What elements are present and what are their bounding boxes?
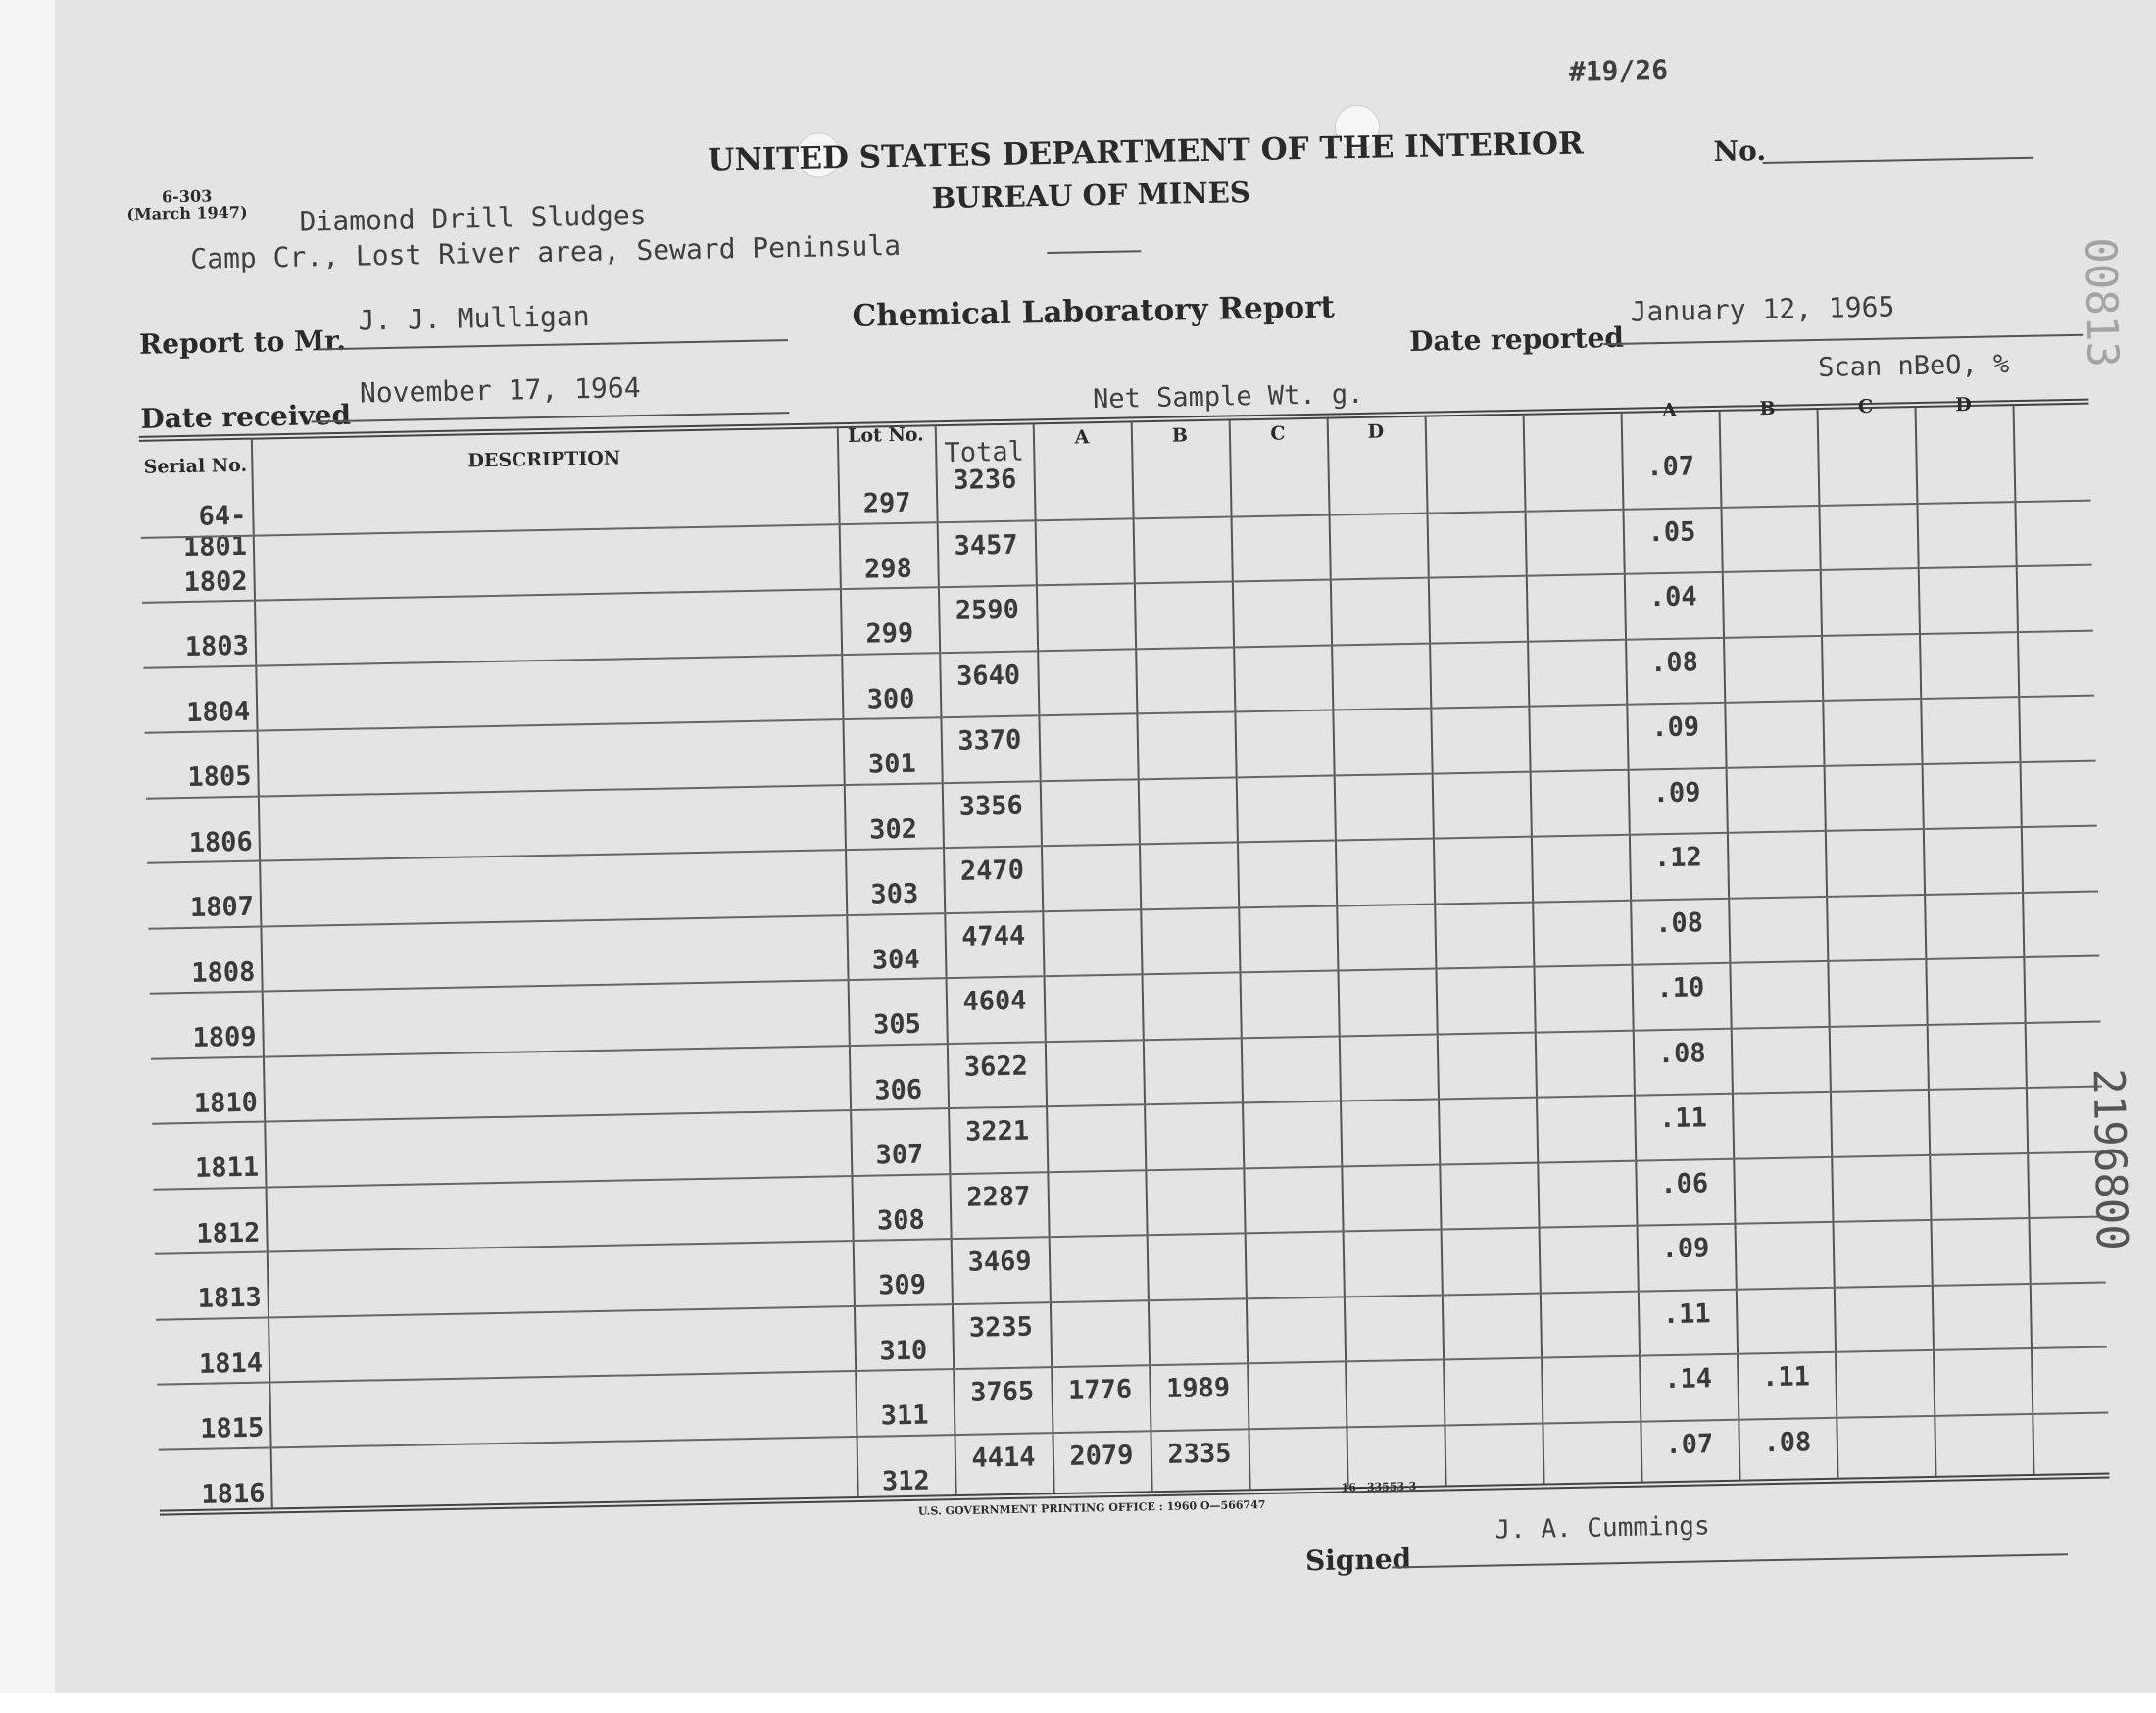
- cell-serial: 1808: [190, 956, 256, 989]
- cell-scan-b: [1728, 905, 1826, 906]
- cell-serial: 1813: [197, 1282, 262, 1314]
- cell-net-b: [1148, 1307, 1246, 1309]
- cell-serial: 1814: [198, 1347, 264, 1380]
- cell-net-a: [1046, 1113, 1144, 1115]
- cell-lot: 297: [862, 487, 911, 519]
- report-to-value: J. J. Mulligan: [358, 300, 590, 337]
- printer-code: 16—33553-3: [1341, 1480, 1417, 1494]
- header-scan-b: B: [1759, 397, 1776, 420]
- cell-lot: 309: [877, 1269, 927, 1301]
- cell-scan-a: .05: [1647, 515, 1696, 548]
- date-reported-label: Date reported: [1408, 320, 1625, 358]
- cell-lot: 307: [875, 1139, 924, 1171]
- cell-net-b: [1140, 916, 1238, 918]
- row-rule: [148, 890, 2098, 929]
- cell-scan-b: [1731, 1035, 1829, 1037]
- cell-total: 3457: [954, 529, 1018, 562]
- cell-net-b: [1137, 720, 1235, 722]
- header-net-d: D: [1367, 420, 1385, 443]
- cell-total: 3765: [969, 1376, 1035, 1408]
- cell-scan-a: .07: [1665, 1428, 1714, 1460]
- cell-lot: 305: [872, 1008, 922, 1041]
- cell-net-b: [1146, 1177, 1244, 1179]
- cell-net-a: [1037, 658, 1135, 660]
- cell-net-a: [1036, 592, 1134, 594]
- cell-total: 3370: [957, 724, 1022, 757]
- cell-net-a: [1050, 1309, 1148, 1311]
- cell-scan-a: .08: [1649, 646, 1699, 678]
- cell-scan-a: .08: [1654, 906, 1704, 939]
- cell-total: 3235: [968, 1311, 1034, 1344]
- cell-serial: 1815: [199, 1412, 265, 1444]
- cell-net-a: [1045, 1049, 1143, 1051]
- cell-scan-b: .11: [1761, 1361, 1811, 1394]
- cell-total: 2287: [966, 1181, 1031, 1213]
- bureau-title: BUREAU OF MINES: [931, 175, 1251, 216]
- cell-lot: 300: [866, 683, 915, 715]
- cell-scan-a: .09: [1661, 1233, 1710, 1265]
- cell-serial: 1804: [185, 696, 251, 728]
- row-rule: [150, 955, 2100, 995]
- cell-lot: 299: [865, 617, 914, 650]
- cell-net-a: [1033, 462, 1131, 464]
- agency-title: UNITED STATES DEPARTMENT OF THE INTERIOR: [708, 125, 1585, 178]
- report-to-label: Report to Mr.: [138, 323, 347, 361]
- header-net-sample: Net Sample Wt. g.: [1092, 378, 1364, 416]
- cell-scan-b: [1719, 449, 1817, 451]
- cell-scan-a: .11: [1658, 1102, 1708, 1135]
- row-rule: [155, 1215, 2105, 1254]
- cell-net-b: [1143, 1047, 1241, 1049]
- cell-net-b: [1131, 460, 1229, 462]
- cell-net-b: [1135, 656, 1233, 658]
- cell-net-b: [1147, 1242, 1245, 1244]
- number-label: No.: [1713, 133, 1767, 168]
- cell-lot: 308: [876, 1204, 925, 1237]
- cell-scan-b: [1732, 1101, 1830, 1102]
- cell-serial: 1807: [189, 891, 255, 923]
- row-rule: [145, 695, 2095, 734]
- form-date: (March 1947): [126, 202, 248, 224]
- header-serial: Serial No.: [143, 454, 248, 478]
- cell-scan-a: .04: [1648, 581, 1697, 613]
- cell-total: 3356: [958, 790, 1023, 822]
- row-rule: [154, 1150, 2104, 1190]
- row-rule: [156, 1281, 2106, 1320]
- date-reported-value: January 12, 1965: [1630, 290, 1895, 328]
- cell-serial: 1816: [201, 1478, 266, 1510]
- report-sheet: [39, 0, 2156, 1713]
- cell-scan-b: [1730, 970, 1828, 972]
- cell-lot: 301: [867, 748, 917, 780]
- cell-net-a: [1035, 527, 1133, 529]
- report-title: Chemical Laboratory Report: [852, 289, 1336, 334]
- subject-line-2: Camp Cr., Lost River area, Seward Peninsula: [189, 228, 902, 275]
- cell-net-b: [1139, 851, 1237, 853]
- cell-lot: 312: [881, 1465, 931, 1496]
- row-rule: [152, 1086, 2102, 1125]
- cell-serial: 1812: [196, 1217, 261, 1249]
- cell-net-b: [1134, 590, 1232, 592]
- stamp-number-bottom: 2196800: [2082, 1067, 2137, 1251]
- cell-net-a: [1040, 788, 1138, 790]
- cell-scan-b: [1724, 710, 1822, 711]
- form-id-block: [126, 187, 248, 222]
- cell-total: 3469: [967, 1246, 1032, 1278]
- cell-scan-b: [1726, 774, 1824, 776]
- stamp-number-top: 00813: [2075, 236, 2128, 368]
- title-rule: [1047, 250, 1141, 254]
- cell-net-a: [1041, 853, 1139, 855]
- cell-net-b: [1133, 525, 1231, 527]
- cell-lot: 304: [871, 944, 920, 976]
- report-to-line: [318, 339, 788, 350]
- cell-scan-a: .08: [1657, 1037, 1706, 1069]
- cell-scan-a: .09: [1652, 776, 1701, 808]
- cell-total: 3640: [956, 660, 1021, 692]
- cell-serial: 1803: [184, 630, 250, 662]
- cell-scan-b: [1723, 644, 1821, 646]
- cell-scan-b: .08: [1763, 1426, 1812, 1458]
- printer-line: U.S. GOVERNMENT PRINTING OFFICE : 1960 O—566747: [917, 1497, 1266, 1518]
- cell-total: 3221: [964, 1115, 1030, 1148]
- cell-scan-b: [1722, 579, 1820, 581]
- cell-serial: 1810: [193, 1087, 259, 1119]
- cell-lot: 306: [874, 1074, 923, 1106]
- header-net-b: B: [1171, 424, 1189, 447]
- cell-net-b: 2335: [1167, 1438, 1232, 1470]
- signed-label: Signed: [1304, 1542, 1412, 1578]
- row-rule: [142, 564, 2092, 604]
- document-number: #19/26: [1568, 53, 1669, 88]
- cell-serial: 1806: [188, 826, 254, 858]
- row-rule: [147, 825, 2097, 864]
- number-line: [1763, 157, 2034, 164]
- header-net-c: C: [1270, 422, 1286, 445]
- cell-lot: 298: [863, 553, 913, 585]
- header-scan-a: A: [1661, 399, 1678, 422]
- date-received-value: November 17, 1964: [359, 371, 641, 410]
- cell-scan-a: .11: [1662, 1297, 1711, 1330]
- row-rule: [146, 759, 2096, 799]
- row-rule: [151, 1020, 2101, 1059]
- cell-net-a: [1042, 918, 1140, 920]
- header-scan-d: D: [1955, 393, 1972, 416]
- cell-net-a: 1776: [1067, 1374, 1133, 1406]
- header-lot: Lot No.: [847, 423, 924, 447]
- cell-net-a: [1049, 1244, 1147, 1246]
- cell-serial: 1811: [194, 1151, 260, 1184]
- header-scan: Scan nBeO, %: [1817, 349, 2010, 383]
- cell-scan-a: .06: [1660, 1167, 1709, 1199]
- row-rule: [143, 629, 2093, 668]
- cell-lot: 303: [870, 878, 919, 910]
- cell-lot: 310: [879, 1335, 928, 1367]
- cell-lot: 302: [868, 813, 918, 846]
- cell-scan-a: .07: [1645, 451, 1695, 483]
- date-received-line: [312, 412, 790, 422]
- cell-total: 3236: [952, 464, 1017, 496]
- cell-scan-b: [1727, 840, 1825, 842]
- cell-scan-b: [1721, 514, 1819, 515]
- cell-scan-a: .14: [1663, 1363, 1713, 1395]
- cell-net-b: [1142, 981, 1240, 983]
- cell-net-a: 2079: [1069, 1440, 1134, 1472]
- cell-serial: 1802: [183, 565, 248, 598]
- header-total: Total: [944, 436, 1025, 469]
- cell-serial: 1809: [192, 1021, 257, 1053]
- report-paper: [55, 0, 2156, 1693]
- cell-scan-b: [1736, 1296, 1834, 1297]
- header-description: DESCRIPTION: [467, 447, 621, 472]
- cell-lot: 311: [880, 1399, 929, 1432]
- cell-total: 4414: [971, 1441, 1036, 1474]
- date-reported-line: [1603, 334, 2083, 345]
- cell-net-a: [1044, 983, 1142, 985]
- date-received-label: Date received: [140, 398, 352, 435]
- cell-net-b: [1138, 786, 1236, 788]
- header-net-a: A: [1074, 426, 1090, 449]
- cell-scan-b: [1735, 1231, 1833, 1233]
- cell-net-b: [1144, 1111, 1242, 1113]
- cell-total: 3622: [963, 1051, 1029, 1083]
- cell-serial: 1805: [187, 760, 252, 793]
- cell-net-a: [1048, 1179, 1146, 1181]
- signature-line: [1392, 1553, 2068, 1568]
- row-rule: [141, 499, 2091, 538]
- cell-total: 2590: [955, 594, 1020, 626]
- form-id: 6-303: [161, 186, 213, 207]
- cell-total: 4744: [960, 920, 1026, 953]
- header-scan-c: C: [1857, 395, 1874, 418]
- cell-total: 2470: [959, 855, 1025, 887]
- cell-net-a: [1039, 722, 1137, 724]
- cell-serial: 64-1801: [182, 500, 248, 563]
- cell-scan-a: .09: [1651, 711, 1700, 744]
- signed-value: J. A. Cummings: [1494, 1511, 1710, 1545]
- cell-net-b: 1989: [1165, 1372, 1231, 1404]
- cell-scan-a: .10: [1656, 972, 1705, 1004]
- cell-total: 4604: [962, 985, 1027, 1017]
- cell-scan-b: [1733, 1165, 1831, 1167]
- cell-scan-a: .12: [1653, 842, 1703, 874]
- subject-line-1: Diamond Drill Sludges: [299, 198, 647, 238]
